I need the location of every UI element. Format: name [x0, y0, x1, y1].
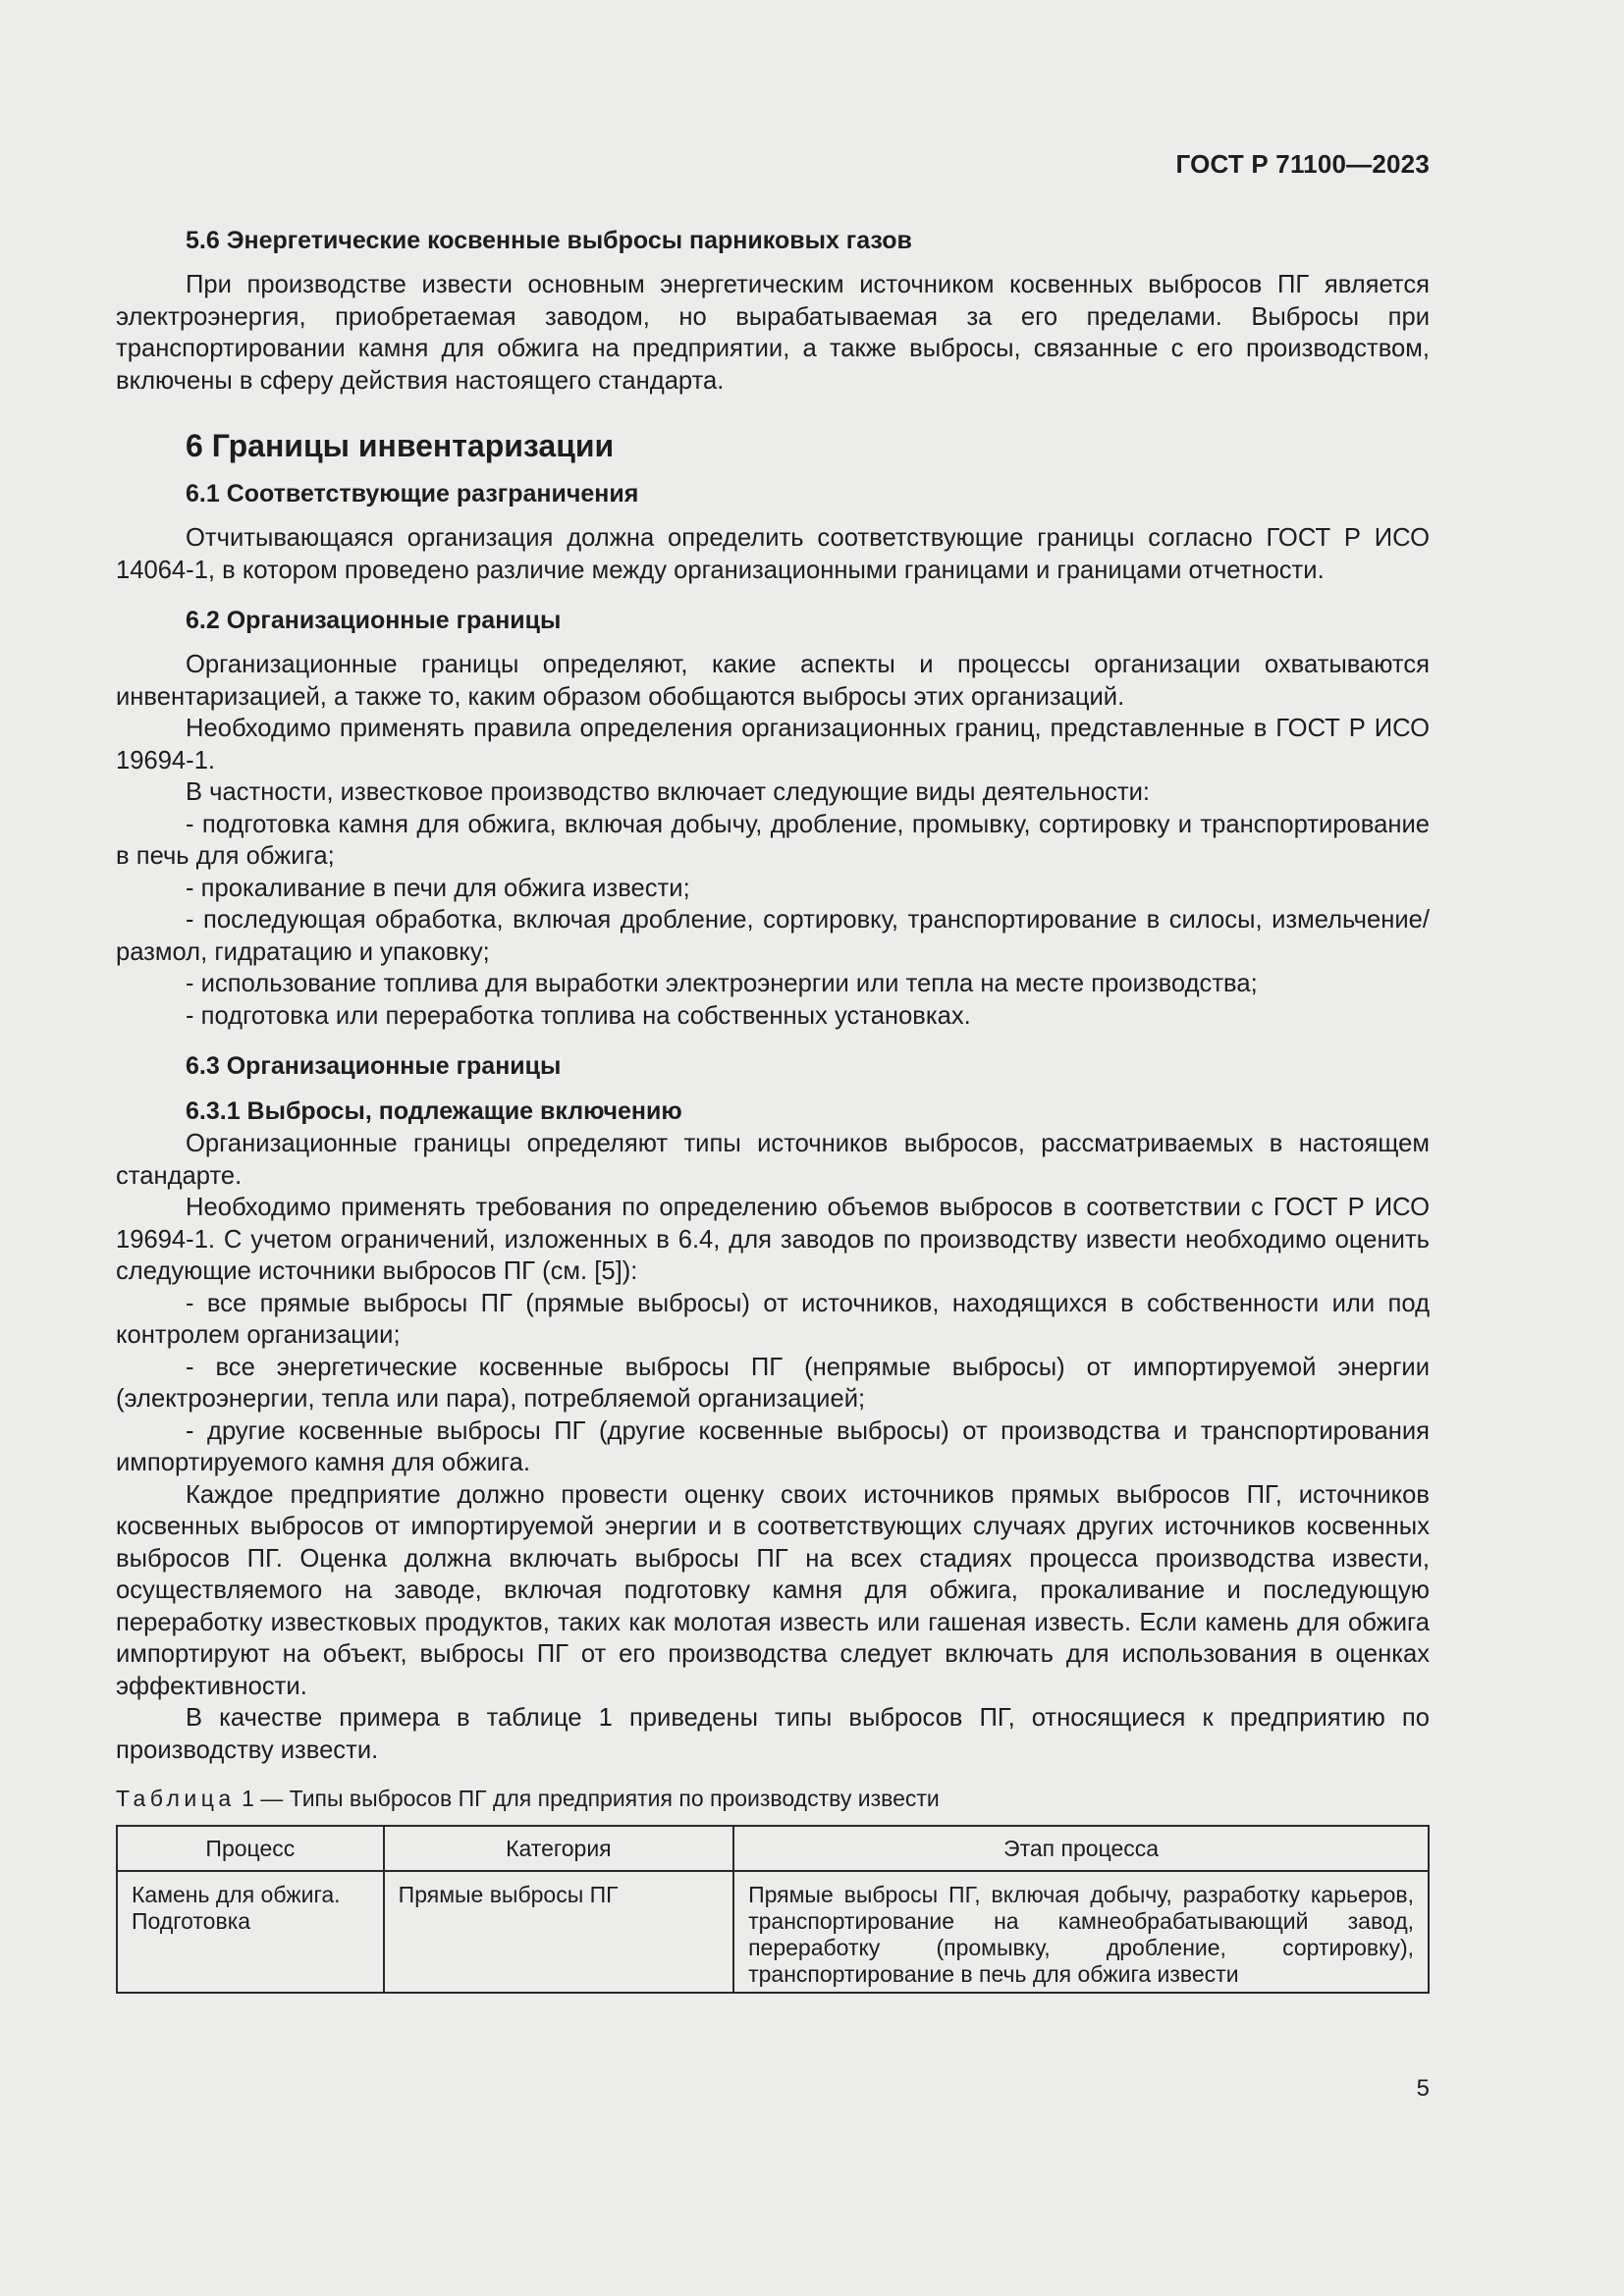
table-cell: Прямые выбросы ПГ [384, 1871, 733, 1993]
section-6-1-title: 6.1 Соответствующие разграничения [186, 480, 639, 507]
table-cell: Прямые выбросы ПГ, включая добычу, разработку карьеров, транспортирование на камнеобрабатывающий завод, переработку (промывку, дробление, сортировку), транспортирование в печь для обжига извести [733, 1871, 1429, 1993]
paragraph: Необходимо применять правила определения организационных границ, представленные в ГОСТ Р ИСО 19694-1. [116, 715, 1430, 774]
section-5-6-title: 5.6 Энергетические косвенные выбросы парниковых газов [186, 227, 912, 254]
column-header-category: Категория [384, 1826, 733, 1871]
paragraph: В качестве примера в таблице 1 приведены типы выбросов ПГ, относящиеся к предприятию по производству извести. [116, 1704, 1430, 1764]
document-page [116, 0, 1430, 2296]
paragraph: Необходимо применять требования по определению объемов выбросов в соответствии с ГОСТ Р ИСО 19694-1. С учетом ограничений, изложенных в 6.4, для заводов по производству извести необходимо оценить следующие источники выбросов ПГ (см. [5]): [116, 1194, 1430, 1285]
section-6-title: 6 Границы инвентаризации [186, 428, 615, 463]
table-cell: Камень для обжига. Подготовка [117, 1871, 384, 1993]
list-item: - подготовка камня для обжига, включая добычу, дробление, промывку, сортировку и транспортирование в печь для обжига; [116, 810, 1430, 870]
section-6-2-title: 6.2 Организационные границы [186, 607, 562, 634]
section-6-3-1-title: 6.3.1 Выбросы, подлежащие включению [186, 1097, 682, 1125]
paragraph: При производстве извести основным энергетическим источником косвенных выбросов ПГ является электроэнергия, приобретаемая заводом, но вырабатываемая за его пределами. Выбросы при транспортировании камня для обжига на предприятии, а также выбросы, связанные с его производством, включены в сферу действия настоящего стандарта. [116, 271, 1430, 395]
page-number: 5 [1416, 2075, 1430, 2102]
paragraph: Организационные границы определяют, какие аспекты и процессы организации охватываются инвентаризацией, а также то, каким образом обобщаются выбросы этих организаций. [116, 651, 1430, 711]
paragraph: В частности, известковое производство включает следующие виды деятельности: [186, 778, 1151, 806]
list-item: - прокаливание в печи для обжига извести; [186, 874, 690, 902]
column-header-stage: Этап процесса [733, 1826, 1429, 1871]
list-item: - последующая обработка, включая дробление, сортировку, транспортирование в силосы, измельчение/размол, гидратацию и упаковку; [116, 906, 1430, 966]
column-header-process: Процесс [117, 1826, 384, 1871]
table-row [117, 1871, 1429, 1993]
table-caption-text: 1 — Типы выбросов ПГ для предприятия по производству извести [242, 1786, 940, 1811]
table-caption [116, 1784, 1430, 1813]
page-content [116, 224, 1430, 1994]
table-caption-label: Таблица [116, 1786, 236, 1811]
list-item: - подготовка или переработка топлива на собственных установках. [186, 1001, 971, 1030]
paragraph: Каждое предприятие должно провести оценку своих источников прямых выбросов ПГ, источников косвенных выбросов от импортируемой энергии и в соответствующих случаях других источников косвенных выбросов ПГ. Оценка должна включать выбросы ПГ на всех стадиях процесса производства извести, осуществляемого на заводе, включая подготовку камня для обжига, прокаливание и последующую переработку известковых продуктов, таких как молотая известь или гашеная известь. Если камень для обжига импортируют на объект, выбросы ПГ от его производства следует включать для использования в оценках эффективности. [116, 1480, 1430, 1700]
paragraph: Отчитывающаяся организация должна определить соответствующие границы согласно ГОСТ Р ИСО 14064-1, в котором проведено различие между организационными границами и границами отчетности. [116, 524, 1430, 584]
list-item: - все энергетические косвенные выбросы ПГ (непрямые выбросы) от импортируемой энергии (электроэнергии, тепла или пара), потребляемой организацией; [116, 1353, 1430, 1413]
emissions-table [116, 1825, 1430, 1994]
table-header-row [117, 1826, 1429, 1871]
list-item: - другие косвенные выбросы ПГ (другие косвенные выбросы) от производства и транспортирования импортируемого камня для обжига. [116, 1416, 1430, 1476]
list-item: - использование топлива для выработки электроэнергии или тепла на месте производства; [186, 970, 1258, 997]
list-item: - все прямые выбросы ПГ (прямые выбросы) от источников, находящихся в собственности или под контролем организации; [116, 1289, 1430, 1349]
section-6-3-title: 6.3 Организационные границы [186, 1052, 562, 1080]
document-code: ГОСТ Р 71100—2023 [1175, 149, 1430, 179]
paragraph: Организационные границы определяют типы источников выбросов, рассматриваемых в настоящем стандарте. [116, 1130, 1430, 1190]
